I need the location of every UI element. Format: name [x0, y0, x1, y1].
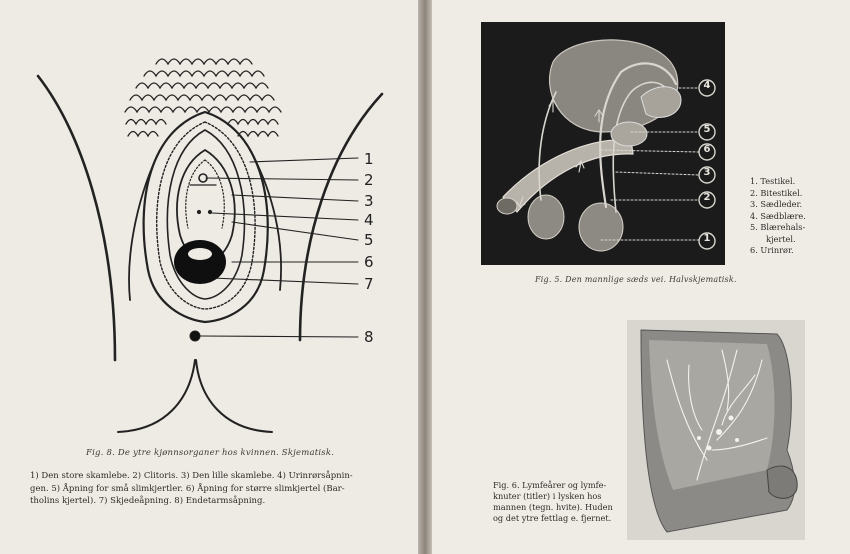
figure-6-caption-line-4: og det ytre fettlag e. fjernet. [493, 513, 612, 523]
description-line-3: tholins kjertel). 7) Skjedeåpning. 8) Endetarmsåpning. [30, 496, 266, 506]
figure-8-number-2: 2 [364, 171, 374, 189]
legend-item-3: 3. Sædleder. [750, 199, 803, 209]
figure-8-number-5: 5 [364, 231, 374, 249]
figure-5-number-6: 6 [703, 144, 711, 155]
figure-5-number-5: 5 [703, 124, 711, 135]
figure-8-illustration [0, 0, 418, 445]
legend-item-6: 6. Urinrør. [750, 245, 794, 255]
figure-5-caption: Fig. 5. Den mannlige sæds vei. Halvskjematisk. [535, 275, 737, 284]
figure-8-number-3: 3 [364, 192, 374, 210]
figure-5-number-4: 4 [703, 80, 711, 91]
figure-8-caption: Fig. 8. De ytre kjønnsorganer hos kvinnen. Skjematisk. [86, 448, 335, 458]
description-line-2: gen. 5) Åpning for små slimkjertler. 6) Åpning for større slimkjertel (Bar- [30, 483, 345, 494]
legend-item-1: 1. Testikel. [750, 176, 796, 186]
figure-6-caption-line-2: knuter (titler) i lysken hos [493, 491, 602, 501]
figure-8-number-1: 1 [364, 150, 374, 168]
legend-item-5: 5. Blærehals- [750, 222, 806, 232]
figure-8-number-4: 4 [364, 211, 374, 229]
figure-8-number-6: 6 [364, 253, 374, 271]
figure-6-caption-line-1: Fig. 6. Lymfeårer og lymfe- [493, 480, 607, 490]
figure-6-caption-line-3: mannen (tegn. hvite). Huden [493, 502, 613, 512]
legend-item-5-cont: kjertel. [766, 233, 796, 244]
figure-8-number-8: 8 [364, 328, 374, 346]
figure-5-legend [750, 176, 840, 257]
figure-8-description [30, 470, 400, 508]
book-gutter [418, 0, 432, 554]
figure-5-number-1: 1 [703, 233, 711, 244]
figure-5-illustration [481, 22, 725, 265]
description-line-1: 1) Den store skamlebe. 2) Clitoris. 3) Den lille skamlebe. 4) Urinrørsåpnin- [30, 471, 353, 481]
figure-6-caption [493, 480, 621, 524]
figure-5-number-3: 3 [703, 167, 711, 178]
figure-8-number-7: 7 [364, 275, 374, 293]
legend-item-4: 4. Sædblære. [750, 210, 806, 221]
figure-5-number-2: 2 [703, 192, 711, 203]
figure-6-illustration [627, 320, 805, 540]
legend-item-2: 2. Bitestikel. [750, 187, 803, 198]
